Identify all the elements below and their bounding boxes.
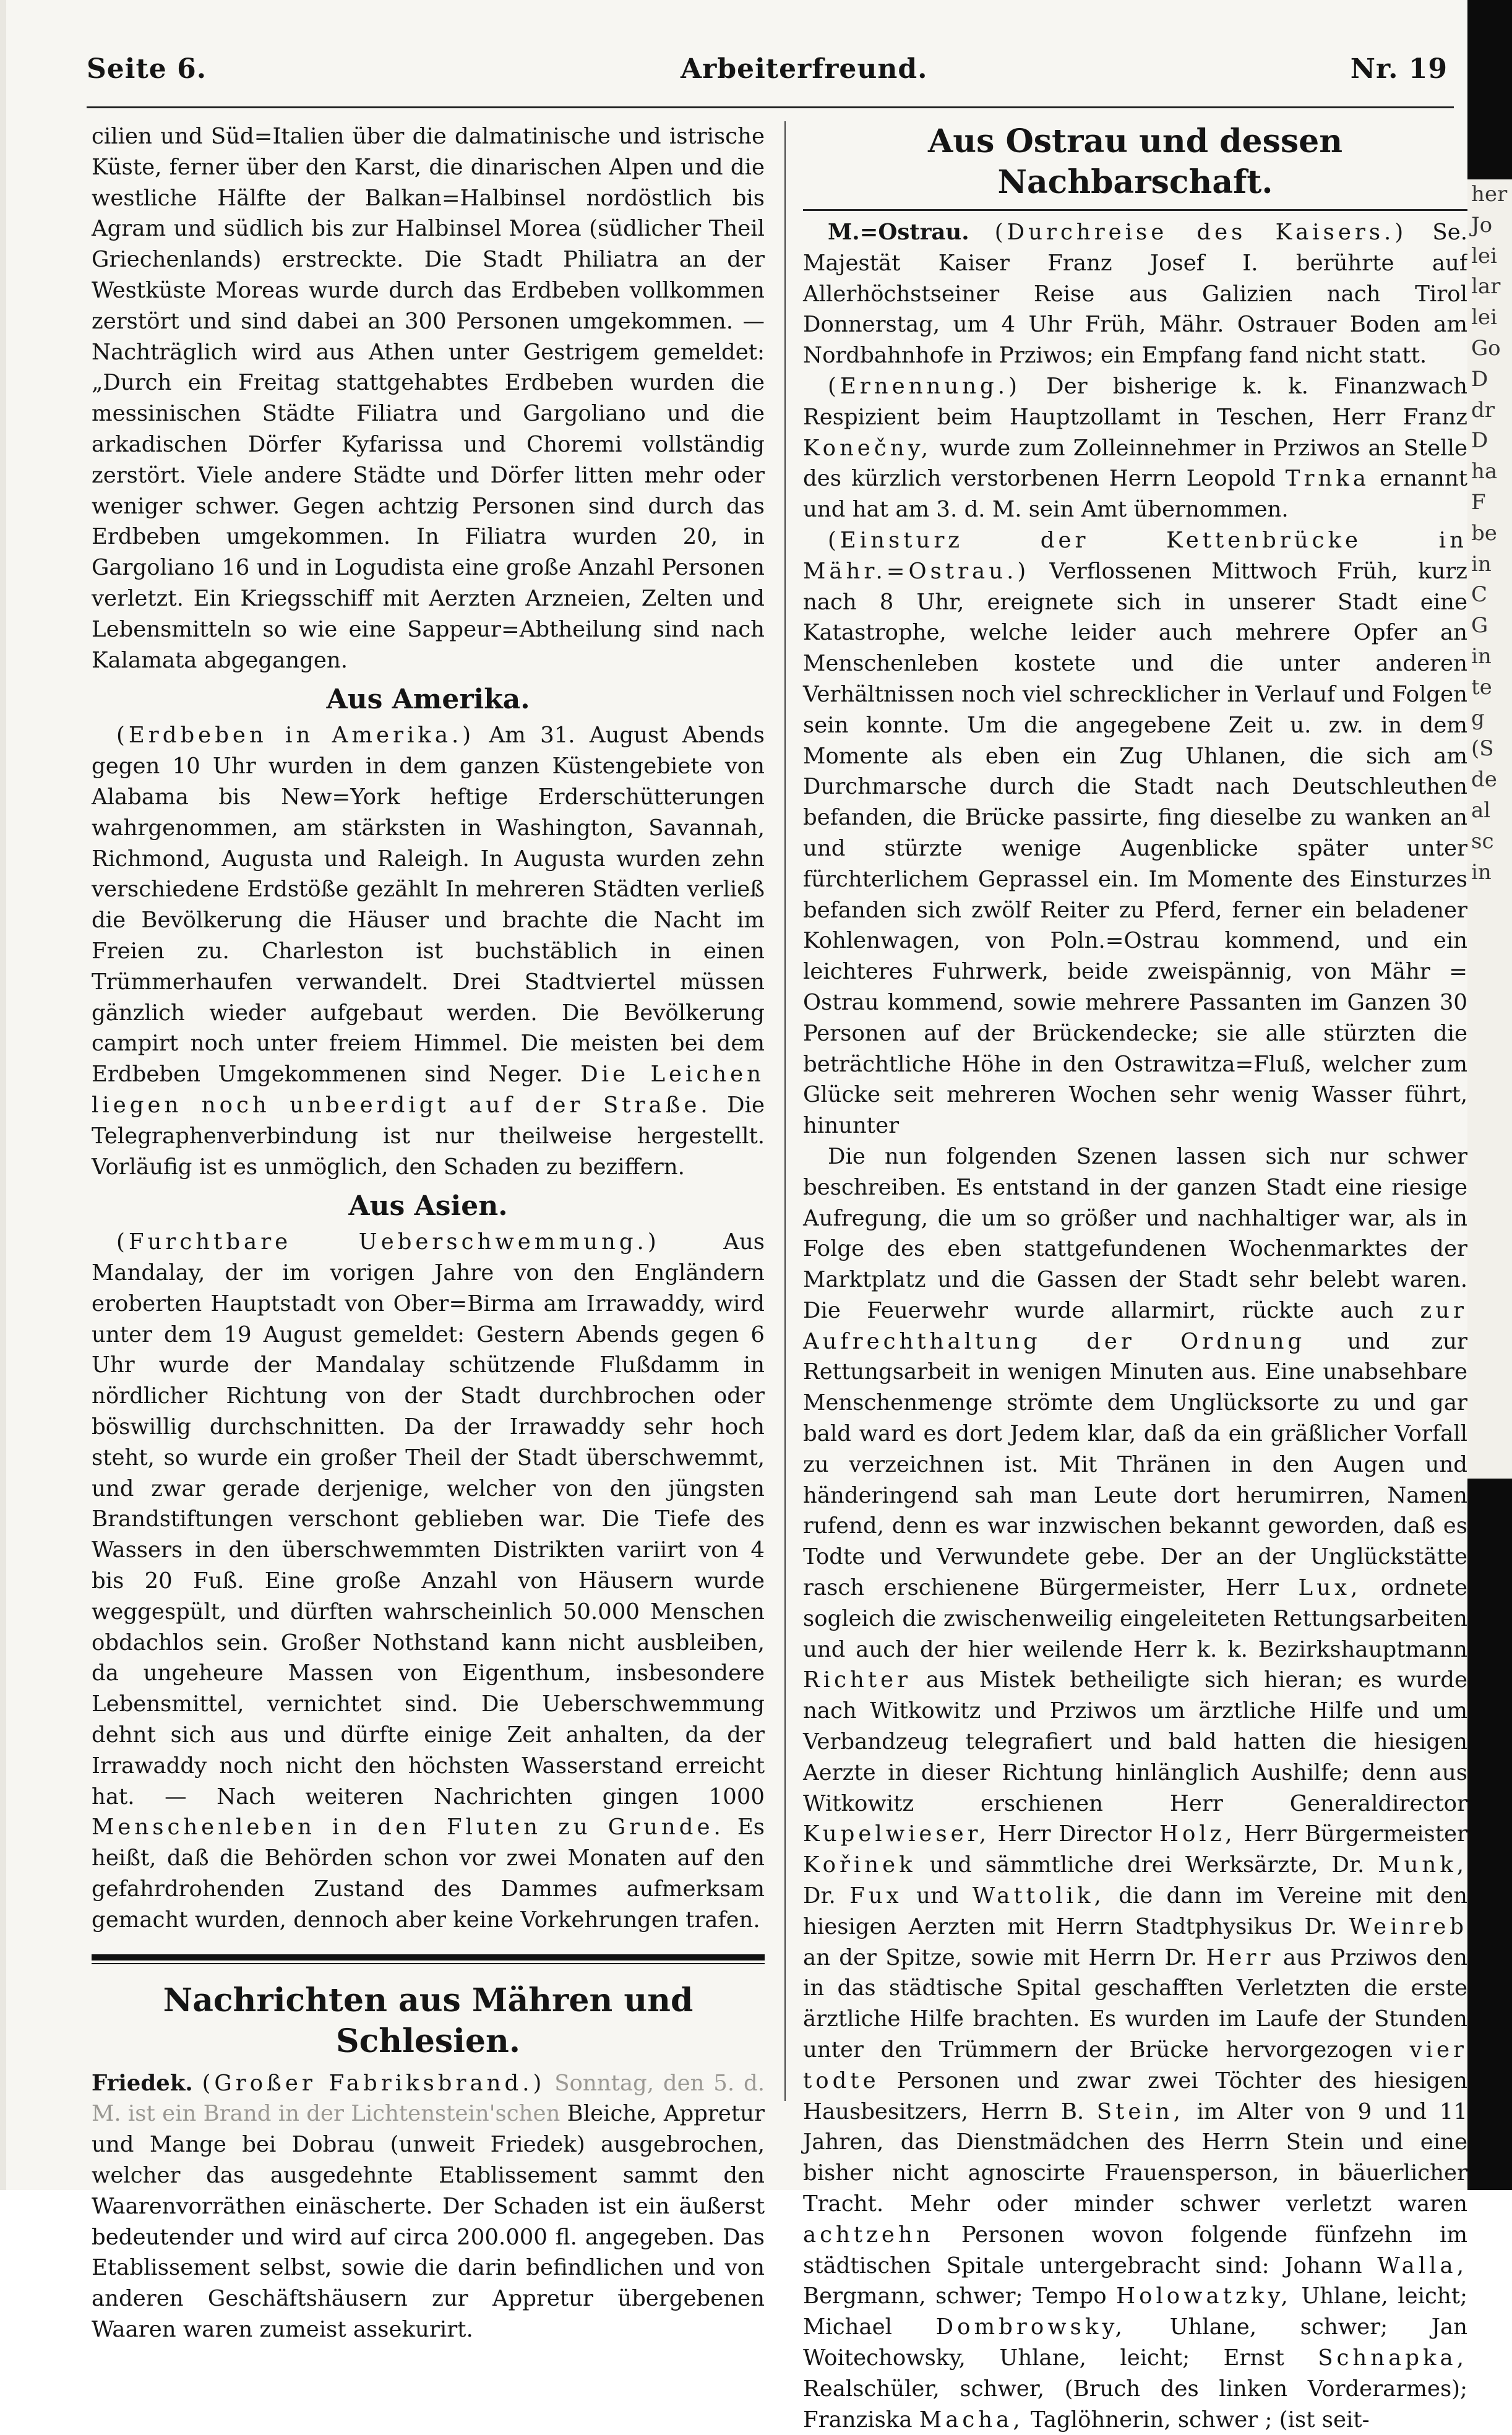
adjacent-fragment: in bbox=[1471, 551, 1492, 577]
asia-paragraph bbox=[92, 1227, 765, 1935]
aftermath-text-j: die dann im Vereine mit den hiesigen Aerzten mit Herrn Stadtphysikus Dr. bbox=[803, 1883, 1467, 1939]
appointment-text-a: Der bisherige k. k. Finanzwach Respizient beim Hauptzollamt in Teschen, Herr Franz bbox=[803, 373, 1467, 430]
right-column bbox=[803, 121, 1467, 2433]
name-stein: Stein, bbox=[1096, 2098, 1184, 2124]
name-wattolik: Wattolik, bbox=[972, 1883, 1105, 1909]
adjacent-fragment: de bbox=[1471, 767, 1497, 792]
aftermath-text-f: Herr Bürgermeister bbox=[1244, 1821, 1467, 1847]
adjacent-fragment: Jo bbox=[1471, 212, 1493, 238]
asia-spaced-text: Menschenleben in den Fluten zu Grunde. bbox=[92, 1814, 724, 1840]
name-holowatzky: Holowatzky, bbox=[1116, 2283, 1292, 2309]
friedek-place: Friedek. bbox=[92, 2070, 193, 2096]
adjacent-fragment: D bbox=[1471, 428, 1488, 453]
page-number: Seite 6. bbox=[87, 53, 207, 85]
america-text-a: Am 31. August Abends gegen 10 Uhr wurden in dem ganzen Küstengebiete von Alabama bis New=York heftige Erderschütterungen wahrgenommen, am stärksten in Washington, Savannah, Richmond, Augusta und Raleigh. In Augusta wurden zehn verschiedene Erdstöße gezählt In mehreren Städten verließ die Bevölkerung die Häuser und brachte die Nacht im Freien zu. Charleston ist buchstäblich in einen Trümmerhaufen verwandelt. Drei Stadtviertel müssen gänzlich wieder aufgebaut werden. Die Bevölkerung campirt noch unter freiem Himmel. Die meisten bei dem Erdbeben Umgekommenen sind Neger. bbox=[92, 723, 765, 1088]
aftermath-spaced-b: vier todte bbox=[803, 2037, 1467, 2094]
aftermath-text-p: Bergmann, schwer; Tempo bbox=[803, 2283, 1107, 2309]
name-fux: Fux bbox=[849, 1883, 903, 1909]
aftermath-paragraph bbox=[803, 1141, 1467, 2435]
aftermath-text-n: im Alter von 9 und 11 Jahren, das Dienstmädchen des Herrn Stein und eine bisher nicht agnoscirte Frauensperson, in bäuerlicher Tracht. Mehr oder minder schwer verletzt waren bbox=[803, 2098, 1467, 2217]
emperor-paragraph bbox=[803, 217, 1467, 371]
name-korinek: Kořinek bbox=[803, 1852, 916, 1878]
moravia-heading: Nachrichten aus Mähren und Schlesien. bbox=[163, 1981, 694, 2060]
adjacent-fragment: in bbox=[1471, 643, 1492, 669]
column-divider bbox=[784, 121, 786, 2101]
aftermath-text-b: und zur Rettungsarbeit in wenigen Minuten aus. Eine unabsehbare Menschenmenge strömte dem Unglücksorte zu und gar bald ward es dort Jedem klar, daß da ein gräßlicher Vorfall zu verzeichnen ist. Mit Thränen in den Augen und händeringend sah man Leute dort herumirren, Namen rufend, denn es war inzwischen bekannt geworden, daß es Todte und Verwundete gebe. Der an der Unglückstätte rasch erschienene Bürgermeister, Herr bbox=[803, 1328, 1467, 1601]
name-richter: Richter bbox=[803, 1667, 912, 1693]
friedek-faded-text: Sonntag, den 5. d. M. ist ein Brand in der Lichtenstein'schen bbox=[92, 2070, 765, 2127]
aftermath-spaced-c: achtzehn bbox=[803, 2222, 934, 2248]
emperor-label: (Durchreise des Kaisers.) bbox=[994, 220, 1407, 245]
name-trnka: Trnka bbox=[1285, 466, 1370, 492]
name-holz: Holz, bbox=[1159, 1821, 1236, 1847]
aftermath-text-s: Realschüler, schwer, (Bruch des linken Vorderarmes); Franziska bbox=[803, 2376, 1467, 2433]
adjacent-fragment: in bbox=[1471, 859, 1492, 885]
aftermath-text-t: Taglöhnerin, schwer ; (ist seit- bbox=[1030, 2407, 1370, 2433]
adjacent-fragment: D bbox=[1471, 366, 1488, 392]
aftermath-text-i: und bbox=[916, 1883, 959, 1909]
adjacent-fragment: (S bbox=[1471, 736, 1494, 762]
name-munk: Munk, bbox=[1378, 1852, 1467, 1878]
header-rule bbox=[87, 106, 1454, 108]
appointment-text-b: wurde zum Zolleinnehmer in Prziwos an Stelle des kürzlich verstorbenen Herrn Leopold bbox=[803, 435, 1467, 492]
bridge-label: (Einsturz der Kettenbrücke in Mähr.=Ostrau.) bbox=[803, 527, 1467, 584]
section-rule-thin bbox=[92, 1963, 765, 1964]
adjacent-fragment: lei bbox=[1471, 305, 1497, 330]
name-walla: Walla, bbox=[1377, 2252, 1467, 2278]
adjacent-fragment: F bbox=[1471, 489, 1486, 515]
ostrau-heading-rule bbox=[803, 209, 1467, 211]
aftermath-text-h: Dr. bbox=[803, 1883, 836, 1909]
adjacent-fragment: al bbox=[1471, 797, 1491, 823]
section-rule-thick bbox=[92, 1954, 765, 1960]
emperor-text: Se. Majestät Kaiser Franz Josef I. berührte auf Allerhöchstseiner Reise aus Galizien nach Tirol Donnerstag, um 4 Uhr Früh, Mähr. Ostrauer Boden am Nordbahnhofe in Prziwos; ein Empfang fand nicht statt. bbox=[803, 220, 1467, 369]
aftermath-text-e: Herr Director bbox=[997, 1821, 1152, 1847]
aftermath-text-d: aus Mistek betheiligte sich hieran; es wurde nach Witkowitz und Prziwos um ärztliche Hilfe und um Verbandzeug telegrafiert und bald hatten die hiesigen Aerzte in dieser Richtung hinlänglich Aushilfe; denn aus Witkowitz erschienen Herr Generaldirector bbox=[803, 1667, 1467, 1816]
america-heading: Aus Amerika. bbox=[326, 684, 530, 716]
adjacent-fragment: g bbox=[1471, 705, 1485, 731]
newspaper-title: Arbeiterfreund. bbox=[681, 53, 928, 85]
name-konecny: Konečny, bbox=[803, 435, 932, 461]
friedek-label: (Großer Fabriksbrand.) bbox=[202, 2070, 546, 2096]
aftermath-text-k: an der Spitze, sowie mit Herrn Dr. bbox=[803, 1944, 1198, 1970]
asia-text-b: Es heißt, daß die Behörden schon vor zwei Monaten auf den gefahrdrohenden Zustand des Dammes aufmerksam gemacht wurden, dennoch aber keine Vorkehrungen trafen. bbox=[92, 1814, 765, 1933]
asia-text-a: Aus Mandalay, der im vorigen Jahre von den Engländern eroberten Hauptstadt von Ober=Birma am Irrawaddy, wird unter dem 19 August gemeldet: Gestern Abends gegen 6 Uhr wurde der Mandalay schützende Flußdamm in nördlicher Richtung von der Stadt durchbrochen oder böswillig durchschnitten. Da der Irrawaddy sehr hoch steht, so wurde ein großer Theil der Stadt überschwemmt, und zwar gerade derjenige, welcher von den jüngsten Brandstiftungen verschont geblieben war. Die Tiefe des Wassers in den überschwemmten Distrikten variirt von 4 bis 20 Fuß. Eine große Anzahl von Häusern wurde weggespült, und dürften wahrscheinlich 50.000 Menschen obdachlos sein. Großer Nothstand kann nicht ausbleiben, da ungeheure Massen von Eigenthum, insbesondere Lebensmittel, vernichtet sind. Die Ueberschwemmung dehnt sich aus und dürfte einige Zeit anhalten, da der Irrawaddy noch nicht den höchsten Wasserstand erreicht hat. — Nach weiteren Nachrichten gingen 1000 bbox=[92, 1229, 765, 1810]
appointment-paragraph bbox=[803, 371, 1467, 525]
name-schnapka: Schnapka, bbox=[1318, 2345, 1467, 2371]
friedek-paragraph bbox=[92, 2068, 765, 2345]
aftermath-text-o: Personen wovon folgende fünfzehn im städtischen Spitale untergebracht sind: Johann bbox=[803, 2222, 1467, 2278]
page-header bbox=[87, 53, 1448, 97]
asia-heading: Aus Asien. bbox=[348, 1190, 508, 1222]
adjacent-fragment: lar bbox=[1471, 274, 1501, 299]
america-spaced-text: Die Leichen liegen noch unbeerdigt auf der Straße. bbox=[92, 1062, 765, 1118]
name-kupelwieser: Kupelwieser, bbox=[803, 1821, 990, 1847]
america-text-b: Die Telegraphenverbindung ist nur theilweise hergestellt. Vorläufig ist es unmöglich, den Schaden zu beziffern. bbox=[92, 1092, 765, 1180]
name-macha: Macha, bbox=[919, 2407, 1024, 2433]
appointment-text-c: ernannt und hat am 3. d. M. sein Amt übernommen. bbox=[803, 466, 1467, 523]
adjacent-fragment: Go bbox=[1471, 335, 1501, 361]
name-herr: Herr bbox=[1206, 1944, 1274, 1970]
america-label: (Erdbeben in Amerika.) bbox=[116, 723, 475, 749]
adjacent-fragment: lei bbox=[1471, 243, 1497, 268]
ostrau-heading: Aus Ostrau und dessen Nachbarschaft. bbox=[927, 122, 1343, 201]
aftermath-text-r: Uhlane, schwer; Jan Woitechowsky, Uhlane, leicht; Ernst bbox=[803, 2314, 1467, 2371]
america-paragraph bbox=[92, 720, 765, 1182]
aftermath-text-c: ordnete sogleich die zwischenweilig eingeleiteten Rettungsarbeiten und auch der hier weilende Herr k. k. Bezirkshauptmann bbox=[803, 1575, 1467, 1662]
adjacent-page-strip bbox=[1467, 179, 1512, 1479]
greece-earthquake-paragraph: cilien und Süd=Italien über die dalmatinische und istrische Küste, ferner über den Karst, die dinarischen Alpen und die westliche Hälfte der Balkan=Halbinsel nordöstlich bis Agram und südlich bis zur Halbinsel Morea (südlicher Theil Griechenlands) erstreckte. Die Stadt Philiatra an der Westküste Moreas wurde durch das Erdbeben vollkommen zerstört und sind dabei an 300 Personen umgekommen. — Nachträglich wird aus Athen unter Gestrigem gemeldet: „Durch ein Freitag stattgehabtes Erdbeben wurden die messinischen Städte Filiatra und Gargoliano und die arkadischen Dörfer Kyfarissa und Choremi vollständig zerstört. Viele andere Städte und Dörfer litten mehr oder weniger schwer. Gegen achtzig Personen sind durch das Erdbeben umgekommen. In Filiatra wurden 20, in Gargoliano 16 und in Logudista eine große Anzahl Personen verletzt. Ein Kriegsschiff mit Aerzten Arzneien, Zelten und Lebensmitteln so wie eine Sappeur=Abtheilung sind nach Kalamata abgegangen. bbox=[92, 124, 765, 673]
adjacent-fragment: G bbox=[1471, 613, 1488, 638]
aftermath-text-a: Die nun folgenden Szenen lassen sich nur schwer beschreiben. Es entstand in der ganzen Stadt eine riesige Aufregung, die um so größer und nachhaltiger war, als in Folge des eben stattgefundenen Wochenmarktes der Marktplatz und die Gassen der Stadt sehr belebt waren. Die Feuerwehr wurde allarmirt, rückte auch bbox=[803, 1143, 1467, 1323]
friedek-text: Bleiche, Appretur und Mange bei Dobrau (unweit Friedek) ausgebrochen, welcher das ausgedehnte Etablissement sammt den Waarenvorräthen einäscherte. Der Schaden ist ein äußerst bedeutender und wird auf circa 200.000 fl. angegeben. Das Etablissement selbst, sowie die darin befindlichen und von anderen Geschäftshäusern zur Appretur übergebenen Waaren waren zumeist assekurirt. bbox=[92, 2101, 765, 2342]
left-column bbox=[92, 121, 765, 2342]
name-dombrowsky: Dombrowsky, bbox=[935, 2314, 1126, 2340]
aftermath-text-l: aus Prziwos den in das städtische Spital geschafften Verletzten die erste ärztliche Hilfe brachten. Es wurden im Laufe der Stunden unter den Trümmern der Brücke hervorgezogen bbox=[803, 1944, 1467, 2063]
issue-number: Nr. 19 bbox=[1350, 53, 1448, 85]
aftermath-text-m: Personen und zwar zwei Töchter des hiesigen Hausbesitzers, Herrn B. bbox=[803, 2068, 1467, 2124]
aftermath-spaced-a: zur Aufrechthaltung der Ordnung bbox=[803, 1297, 1467, 1354]
adjacent-fragment: ha bbox=[1471, 459, 1498, 484]
adjacent-fragment: C bbox=[1471, 582, 1488, 608]
adjacent-fragment: sc bbox=[1471, 828, 1494, 854]
bridge-text: Verflossenen Mittwoch Früh, kurz nach 8 Uhr, ereignete sich in unserer Stadt eine Katastrophe, welche leider auch mehrere Opfer an Menschenleben kostete und die unter anderen Verhältnissen noch viel schrecklicher in Verlauf und Folgen sein konnte. Um die angegebene Zeit u. zw. in dem Momente als eben ein Zug Uhlanen, die sich am Durchmarsche durch die Stadt nach Deutschleuthen befanden, die Brücke passirte, fing dieselbe zu wanken an und stürzte wenige Augenblicke später unter fürchterlichem Geprassel ein. Im Momente des Einsturzes befanden sich zwölf Reiter zu Pferd, ferner ein beladener Kohlenwagen, von Poln.=Ostrau kommend, und ein leichteres Fuhrwerk, beide zweispännig, von Mähr = Ostrau kommend, sowie mehrere Passanten im Ganzen 30 Personen auf der Brückendecke; sie alle stürzten die beträchtliche Höhe in den Ostrawitza=Fluß, welcher zum Glücke seit mehreren Wochen sehr wenig Wasser führt, hinunter bbox=[803, 558, 1467, 1139]
aftermath-text-q: Uhlane, leicht; Michael bbox=[803, 2283, 1467, 2340]
adjacent-fragment: dr bbox=[1471, 397, 1495, 423]
aftermath-text-g: und sämmtliche drei Werksärzte, Dr. bbox=[929, 1852, 1365, 1878]
adjacent-fragment: te bbox=[1471, 674, 1492, 700]
name-weinreb: Weinreb bbox=[1349, 1913, 1467, 1939]
adjacent-fragment: her bbox=[1471, 182, 1508, 207]
name-lux: Lux, bbox=[1298, 1575, 1362, 1601]
ostrau-place: M.=Ostrau. bbox=[828, 220, 969, 245]
page-left-edge bbox=[0, 0, 6, 2190]
appointment-label: (Ernennung.) bbox=[828, 373, 1021, 399]
asia-label: (Furchtbare Ueberschwemmung.) bbox=[116, 1229, 660, 1255]
adjacent-fragment: be bbox=[1471, 520, 1497, 546]
bridge-collapse-paragraph bbox=[803, 525, 1467, 1141]
